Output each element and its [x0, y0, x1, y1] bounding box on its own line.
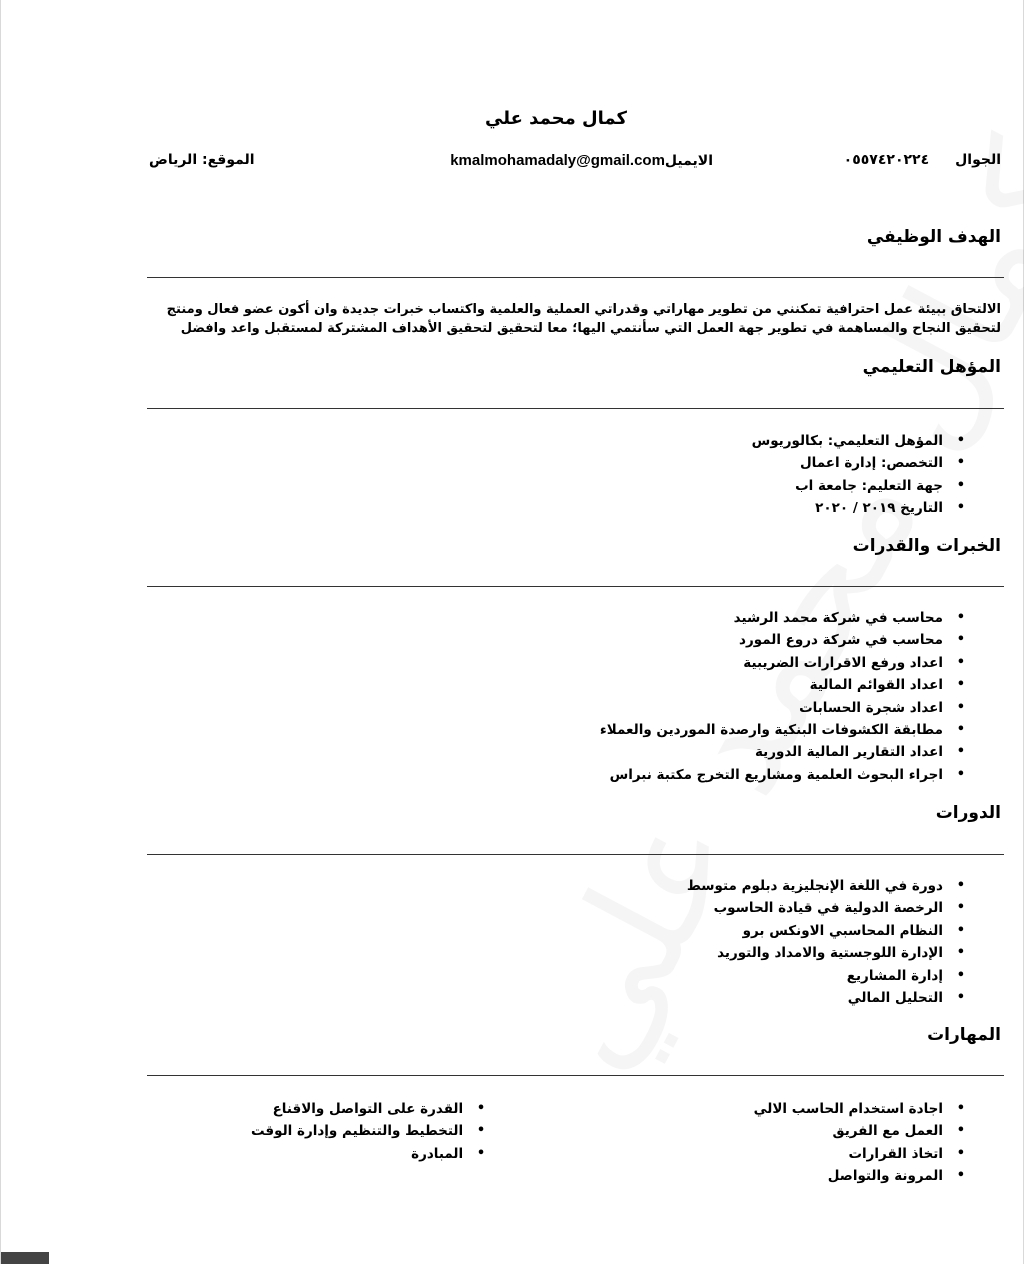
list-item: • دورة في اللغة الإنجليزية دبلوم متوسط	[687, 875, 993, 897]
experience-list	[600, 607, 993, 786]
education-heading: المؤهل التعليمي	[862, 357, 1001, 377]
experience-heading: الخبرات والقدرات	[852, 536, 1001, 556]
list-item: • المبادرة	[251, 1143, 513, 1165]
list-item: • اعداد شجرة الحسابات	[600, 697, 993, 719]
email-value: kmalmohamadaly@gmail.com	[450, 152, 665, 169]
corner-marker	[1, 1252, 49, 1264]
section-divider	[147, 1075, 1004, 1076]
list-item: • اتخاذ القرارات	[754, 1143, 993, 1165]
contact-location: الموقع: الرياض	[149, 152, 255, 168]
list-item: • التاريخ ٢٠١٩ / ٢٠٢٠	[752, 497, 993, 519]
candidate-name: كمال محمد علي	[485, 108, 627, 129]
list-item: • جهة التعليم: جامعة اب	[752, 475, 993, 497]
list-item: • اجادة استخدام الحاسب الالي	[754, 1098, 993, 1120]
objective-text: الالتحاق ببيئة عمل احترافية تمكنني من تطوير مهاراتي وقدراتي العملية والعلمية واكتساب خبرات جديدة وان أكون عضو فعال ومنتج لتحقيق النجاح والمساهمة في تطوير جهة العمل التي سأنتمي اليها؛ معا لتحقيق لتحقيق الأهداف المشتركة لمستقبل واعد وافضل	[166, 302, 1001, 336]
list-item: • الرخصة الدولية في قيادة الحاسوب	[687, 897, 993, 919]
list-item: • المؤهل التعليمي: بكالوريوس	[752, 430, 993, 452]
section-divider	[147, 408, 1004, 409]
courses-heading: الدورات	[935, 803, 1001, 823]
contact-phone	[844, 152, 1001, 168]
list-item: • محاسب في شركة محمد الرشيد	[600, 607, 993, 629]
list-item: • اعداد ورفع الاقرارات الضريبية	[600, 652, 993, 674]
skills-list-left	[251, 1098, 513, 1165]
phone-value: ٠٥٥٧٤٢٠٢٢٤	[843, 152, 930, 168]
skills-list-right	[754, 1098, 993, 1188]
section-divider	[147, 277, 1004, 278]
objective-heading: الهدف الوظيفي	[866, 227, 1001, 247]
list-item: • القدرة على التواصل والاقناع	[251, 1098, 513, 1120]
list-item: • اجراء البحوث العلمية ومشاريع التخرج مكتبة نبراس	[600, 764, 993, 786]
contact-email	[426, 152, 713, 169]
section-divider	[147, 586, 1004, 587]
skills-heading: المهارات	[927, 1025, 1001, 1045]
email-label: الايميل	[664, 153, 713, 169]
courses-list	[687, 875, 993, 1009]
list-item: • العمل مع الفريق	[754, 1120, 993, 1142]
list-item: • اعداد القوائم المالية	[600, 674, 993, 696]
list-item: • النظام المحاسبي الاونكس برو	[687, 920, 993, 942]
section-divider	[147, 854, 1004, 855]
list-item: • محاسب في شركة دروع المورد	[600, 629, 993, 651]
list-item: • اعداد التقارير المالية الدورية	[600, 741, 993, 763]
phone-label: الجوال	[955, 152, 1001, 168]
list-item: • مطابقة الكشوفات البنكية وارصدة الموردين والعملاء	[600, 719, 993, 741]
list-item: • التخطيط والتنظيم وإدارة الوقت	[251, 1120, 513, 1142]
list-item: • التحليل المالي	[687, 987, 993, 1009]
list-item: • إدارة المشاريع	[687, 965, 993, 987]
education-list	[752, 430, 993, 520]
list-item: • الإدارة اللوجستية والامداد والتوريد	[687, 942, 993, 964]
list-item: • المرونة والتواصل	[754, 1165, 993, 1187]
list-item: • التخصص: إدارة اعمال	[752, 452, 993, 474]
